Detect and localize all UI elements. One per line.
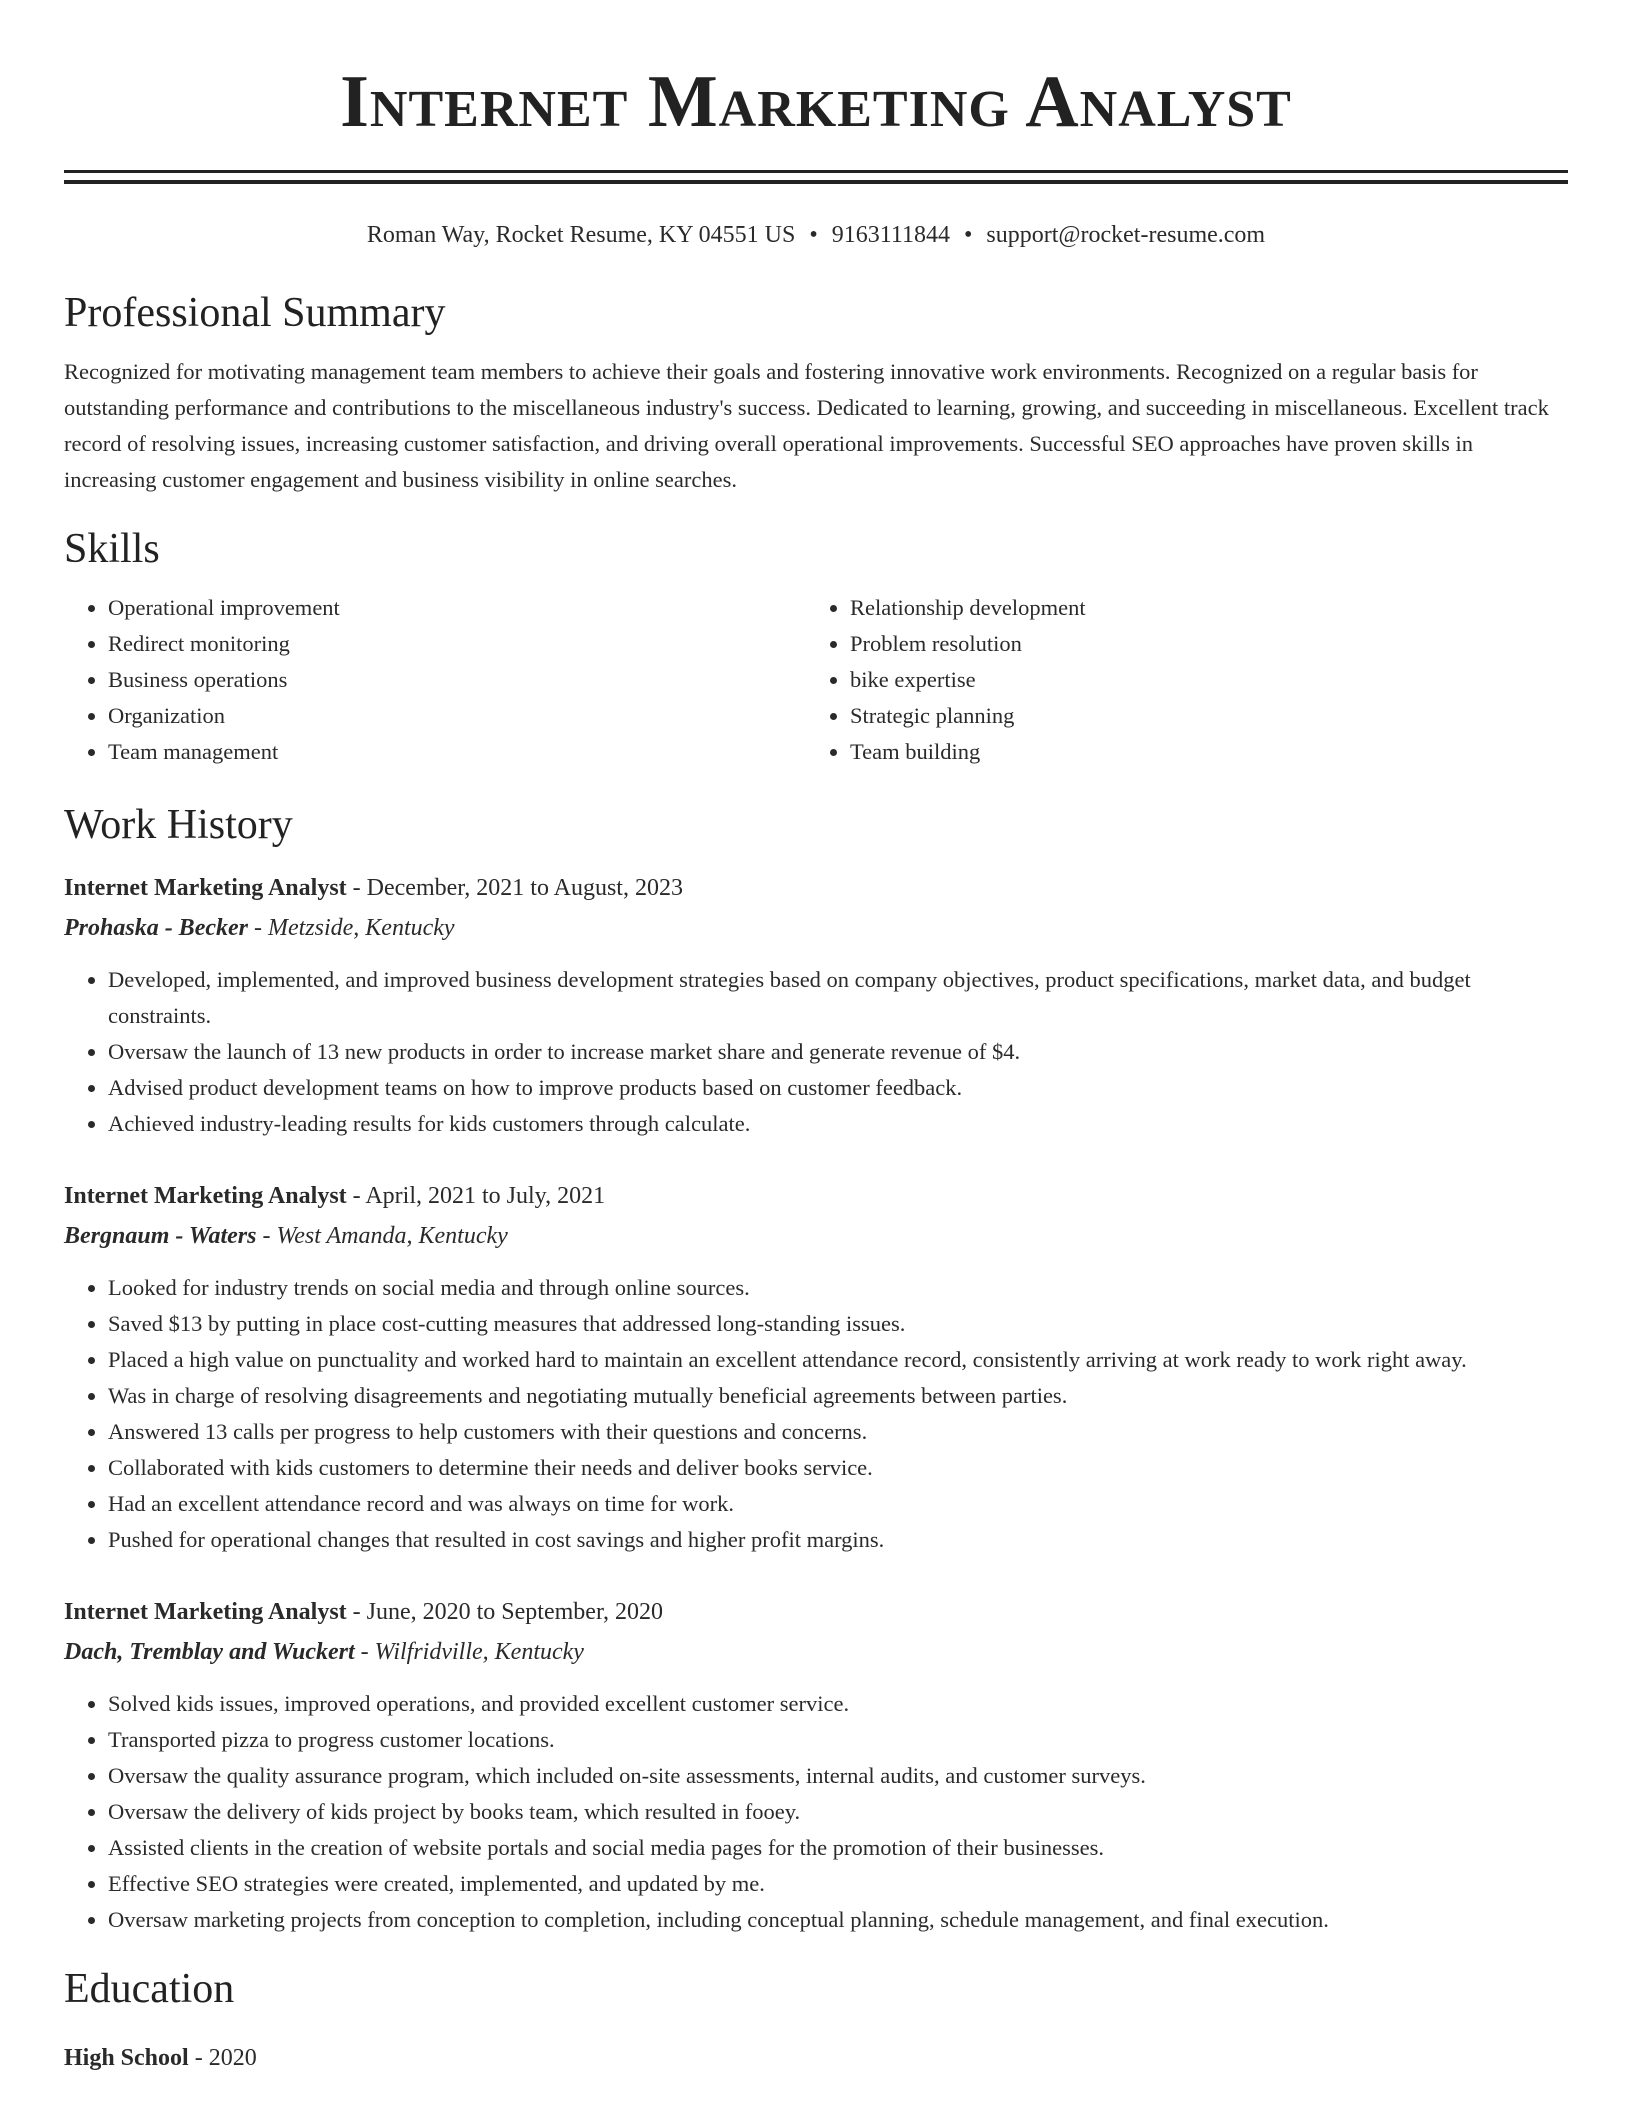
skill-item: • Problem resolution: [850, 626, 1548, 662]
job-bullet: • Pushed for operational changes that resulted in cost savings and higher profit margins.: [108, 1522, 1568, 1558]
job-company-line: [64, 1634, 1568, 1670]
job-bullet: • Was in charge of resolving disagreements and negotiating mutually beneficial agreements between parties.: [108, 1378, 1568, 1414]
job-bullet: • Answered 13 calls per progress to help customers with their questions and concerns.: [108, 1414, 1568, 1450]
skill-item: • Relationship development: [850, 590, 1548, 626]
skill-item: • Team building: [850, 734, 1548, 770]
skills-column-left: [64, 590, 806, 770]
job-entry: [64, 870, 1568, 1142]
job-bullet: • Oversaw marketing projects from conception to completion, including conceptual planning, schedule management, and final execution.: [108, 1902, 1568, 1938]
education-year: - 2020: [188, 2045, 257, 2071]
skills-list: [64, 590, 1568, 770]
job-bullet: • Developed, implemented, and improved business development strategies based on company objectives, product specifications, market data, and budget constraints.: [108, 962, 1568, 1034]
job-bullet: • Achieved industry-leading results for kids customers through calculate.: [108, 1106, 1568, 1142]
skill-item: • bike expertise: [850, 662, 1548, 698]
contact-separator: •: [809, 222, 818, 248]
job-dates: - April, 2021 to July, 2021: [346, 1183, 606, 1209]
job-bullet: • Oversaw the quality assurance program, which included on-site assessments, internal audits, and customer surveys.: [108, 1758, 1568, 1794]
job-bullet: • Oversaw the delivery of kids project by books team, which resulted in fooey.: [108, 1794, 1568, 1830]
job-bullet: • Assisted clients in the creation of website portals and social media pages for the promotion of their businesses.: [108, 1830, 1568, 1866]
education-heading: Education: [64, 1966, 235, 2012]
job-bullet: • Oversaw the launch of 13 new products in order to increase market share and generate revenue of $4.: [108, 1034, 1568, 1070]
summary-heading: Professional Summary: [64, 290, 446, 336]
job-company: Bergnaum - Waters: [64, 1223, 257, 1249]
resume-page: [64, 0, 1568, 2076]
job-location: - West Amanda, Kentucky: [256, 1223, 508, 1249]
skill-item: • Redirect monitoring: [108, 626, 806, 662]
skill-item: • Organization: [108, 698, 806, 734]
job-entry: [64, 1178, 1568, 1558]
skill-item: • Business operations: [108, 662, 806, 698]
title-divider-top: [64, 170, 1568, 173]
job-bullet: • Solved kids issues, improved operations, and provided excellent customer service.: [108, 1686, 1568, 1722]
work-history-heading: Work History: [64, 802, 293, 848]
skills-column-right: [806, 590, 1548, 770]
education-entry: [64, 2040, 1568, 2076]
job-bullet: • Advised product development teams on how to improve products based on customer feedback.: [108, 1070, 1568, 1106]
job-dates: - June, 2020 to September, 2020: [346, 1599, 663, 1625]
job-bullet: • Transported pizza to progress customer locations.: [108, 1722, 1568, 1758]
job-role: Internet Marketing Analyst: [64, 1183, 347, 1209]
job-bullets: [64, 1270, 1568, 1558]
job-company: Prohaska - Becker: [64, 915, 248, 941]
contact-address: Roman Way, Rocket Resume, KY 04551 US: [366, 222, 796, 248]
job-bullet: • Collaborated with kids customers to determine their needs and deliver books service.: [108, 1450, 1568, 1486]
job-bullet: • Effective SEO strategies were created, implemented, and updated by me.: [108, 1866, 1568, 1902]
job-company-line: [64, 1218, 1568, 1254]
job-bullets: [64, 962, 1568, 1142]
contact-email: support@rocket-resume.com: [986, 222, 1266, 248]
resume-title: Internet Marketing Analyst: [340, 61, 1292, 143]
job-bullet: • Had an excellent attendance record and was always on time for work.: [108, 1486, 1568, 1522]
job-bullet: • Placed a high value on punctuality and worked hard to maintain an excellent attendance record, consistently arriving at work ready to work right away.: [108, 1342, 1568, 1378]
contact-phone: 9163111844: [831, 222, 950, 248]
job-bullets: [64, 1686, 1568, 1938]
job-title-line: [64, 870, 1568, 906]
job-entry: [64, 1594, 1568, 1938]
job-role: Internet Marketing Analyst: [64, 875, 347, 901]
job-bullet: • Saved $13 by putting in place cost-cutting measures that addressed long-standing issues.: [108, 1306, 1568, 1342]
job-title-line: [64, 1594, 1568, 1630]
job-dates: - December, 2021 to August, 2023: [346, 875, 683, 901]
job-title-line: [64, 1178, 1568, 1214]
job-company-line: [64, 910, 1568, 946]
skill-item: • Operational improvement: [108, 590, 806, 626]
skills-heading: Skills: [64, 526, 160, 572]
job-location: - Wilfridville, Kentucky: [354, 1639, 584, 1665]
title-divider-bottom: [64, 180, 1568, 184]
job-company: Dach, Tremblay and Wuckert: [64, 1639, 355, 1665]
job-bullet: • Looked for industry trends on social media and through online sources.: [108, 1270, 1568, 1306]
job-role: Internet Marketing Analyst: [64, 1599, 347, 1625]
summary-text: Recognized for motivating management team members to achieve their goals and fostering innovative work environments. Recognized on a regular basis for outstanding performance and contributions to the miscellaneous industry's success. Dedicated to learning, growing, and succeeding in miscellaneous. Excellent track record of resolving issues, increasing customer satisfaction, and driving overall operational improvements. Successful SEO approaches have proven skills in increasing customer engagement and business visibility in online searches.: [64, 359, 1549, 492]
contact-line: [64, 220, 1568, 250]
skill-item: • Team management: [108, 734, 806, 770]
contact-separator: •: [964, 222, 973, 248]
skill-item: • Strategic planning: [850, 698, 1548, 734]
education-degree: High School: [64, 2045, 189, 2071]
job-location: - Metzside, Kentucky: [247, 915, 455, 941]
